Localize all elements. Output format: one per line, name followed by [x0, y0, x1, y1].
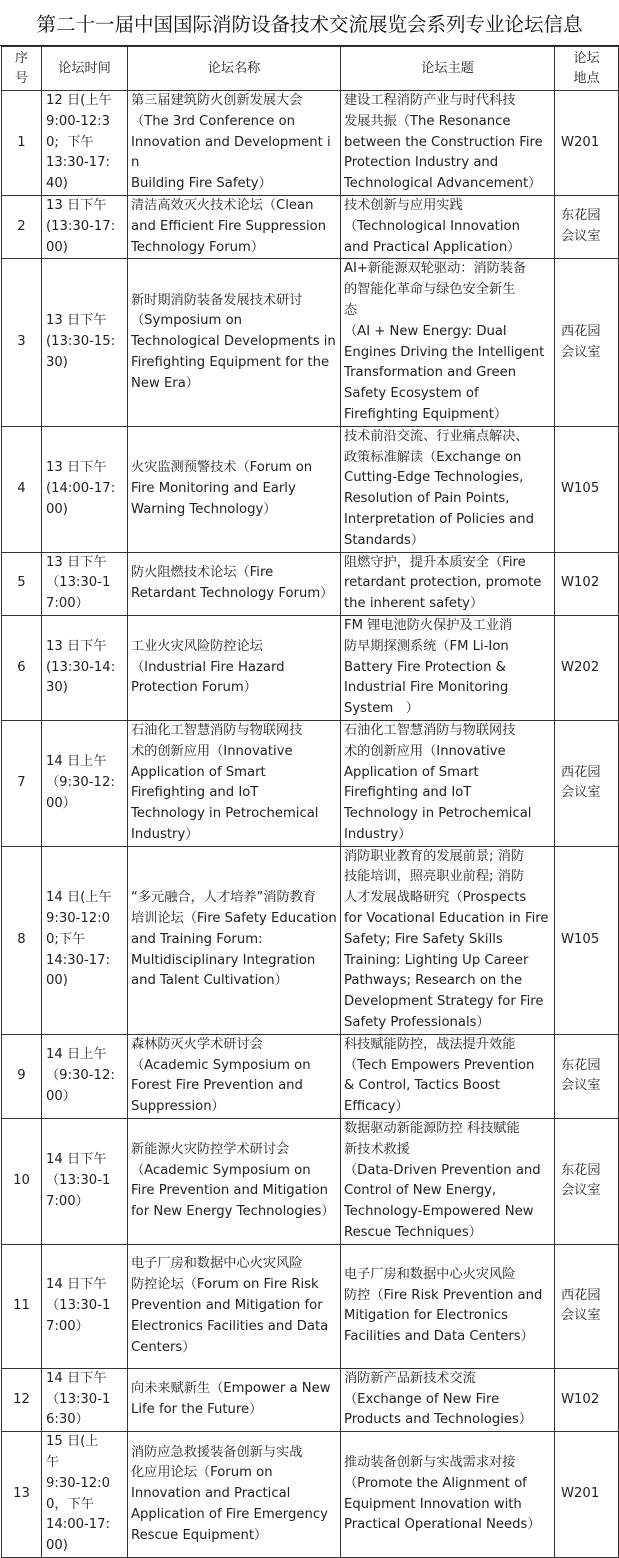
- table-header-row: [2, 47, 619, 91]
- cell-time-text: 14 日下午 （13:30-1 7:00）: [46, 1277, 111, 1334]
- cell-no: [2, 846, 42, 1034]
- cell-location: [555, 846, 619, 1034]
- cell-forum-name: [128, 259, 341, 426]
- table-row: [2, 91, 619, 196]
- cell-forum-theme-text: 石油化工智慧消防与物联网技 术的创新应用（Innovative Application of Smart Firefighting and IoT Technology in Petrochemical Industry）: [344, 722, 532, 842]
- cell-time-text: 14 日上午 （9:30-12: 00）: [46, 1047, 115, 1104]
- cell-time-text: 15 日(上 午 9:30-12:0 0，下午 14:00-17: 00): [46, 1434, 110, 1554]
- cell-location: [555, 1432, 619, 1558]
- cell-time: [42, 552, 128, 615]
- cell-location-text: W201: [561, 1486, 600, 1502]
- cell-no-text: 12: [13, 1391, 30, 1407]
- cell-no: [2, 615, 42, 720]
- cell-location-text: 西花园 会议室: [561, 323, 601, 360]
- cell-no: [2, 426, 42, 552]
- cell-forum-name: [128, 1368, 341, 1431]
- cell-location: [555, 720, 619, 846]
- cell-location-text: 西花园 会议室: [561, 1287, 601, 1324]
- cell-location: [555, 1368, 619, 1431]
- table-row: [2, 195, 619, 258]
- cell-no: [2, 1034, 42, 1118]
- cell-forum-theme-text: 推动装备创新与实战需求对接 （Promote the Alignment of Equipment Innovation with Practical Operational Needs）: [344, 1455, 541, 1533]
- cell-time: [42, 1244, 128, 1368]
- cell-forum-theme: [341, 1432, 555, 1558]
- header-no: 序 号: [2, 47, 42, 91]
- cell-forum-name-text: 火灾监测预警技术（Forum on Fire Monitoring and Early Warning Technology）: [131, 459, 313, 517]
- cell-no-text: 8: [17, 931, 26, 947]
- cell-time-text: 14 日上午 （9:30-12: 00）: [46, 754, 115, 811]
- cell-time-text: 14 日(上午 9:30-12:0 0;下午 14:30-17: 00): [46, 890, 112, 989]
- table-row: [2, 615, 619, 720]
- cell-forum-name-text: 工业火灾风险防控论坛 （Industrial Fire Hazard Protection Forum）: [131, 638, 285, 696]
- cell-forum-theme: [341, 552, 555, 615]
- page-title: 第二十一届中国国际消防设备技术交流展览会系列专业论坛信息: [0, 0, 619, 46]
- cell-no-text: 7: [17, 774, 26, 790]
- cell-forum-theme-text: 数据驱动新能源防控 科技赋能 新技术救援 （Data-Driven Prevention and Control of New Energy, Technology-Empowered New Rescue Techniques）: [344, 1121, 541, 1241]
- cell-no-text: 1: [17, 134, 26, 150]
- cell-no: [2, 259, 42, 426]
- header-theme: 论坛主题: [341, 47, 555, 91]
- cell-no-text: 13: [13, 1486, 30, 1502]
- cell-location: [555, 91, 619, 196]
- cell-time: [42, 259, 128, 426]
- cell-forum-theme: [341, 91, 555, 196]
- cell-forum-name: [128, 1432, 341, 1558]
- cell-time: [42, 195, 128, 258]
- cell-no-text: 11: [13, 1297, 30, 1313]
- cell-location: [555, 259, 619, 426]
- cell-forum-name-text: 防火阻燃技术论坛（Fire Retardant Technology Forum）: [131, 564, 334, 601]
- cell-time-text: 14 日下午 （13:30-1 6:30）: [46, 1370, 111, 1428]
- cell-time: [42, 1119, 128, 1245]
- cell-location: [555, 195, 619, 258]
- cell-forum-theme-text: 电子厂房和数据中心火灾风险 防控（Fire Risk Prevention and Mitigation for Electronics Facilities and Data Centers）: [344, 1266, 543, 1345]
- cell-location: [555, 1119, 619, 1245]
- cell-forum-name-text: 消防应急救援装备创新与实战 化应用论坛（Forum on Innovation and Practical Application of Fire Emergency Rescue Equipment）: [131, 1444, 328, 1543]
- cell-forum-theme: [341, 426, 555, 552]
- table-row: [2, 1034, 619, 1118]
- cell-location-text: W105: [561, 931, 600, 947]
- cell-forum-theme: [341, 846, 555, 1034]
- cell-no-text: 3: [17, 334, 26, 350]
- cell-location-text: 西花园 会议室: [561, 764, 601, 801]
- table-row: [2, 552, 619, 615]
- cell-time: [42, 615, 128, 720]
- cell-time-text: 13 日下午 （13:30-1 7:00）: [46, 554, 111, 612]
- table-row: [2, 846, 619, 1034]
- cell-forum-theme-text: 建设工程消防产业与时代科技 发展共振（The Resonance between the Construction Fire Protection Industry and Technological Advancement）: [344, 93, 543, 192]
- cell-forum-name: [128, 1244, 341, 1368]
- header-time: 论坛时间: [42, 47, 128, 91]
- cell-no-text: 6: [17, 659, 26, 675]
- cell-forum-theme: [341, 1244, 555, 1368]
- table-row: [2, 1432, 619, 1558]
- cell-forum-theme: [341, 1119, 555, 1245]
- cell-location: [555, 426, 619, 552]
- cell-forum-name-text: “多元融合，人才培养”消防教育 培训论坛（Fire Safety Education and Training Forum: Multidisciplinary Integration and Talent Cultivation）: [131, 890, 337, 989]
- cell-forum-name-text: 第三届建筑防火创新发展大会 （The 3rd Conference on Innovation and Development in Building Fire Safety）: [131, 93, 331, 192]
- cell-forum-name: [128, 1119, 341, 1245]
- table-row: [2, 1119, 619, 1245]
- cell-time: [42, 1432, 128, 1558]
- header-location: 论坛 地点: [555, 47, 619, 91]
- cell-time: [42, 720, 128, 846]
- cell-location: [555, 1244, 619, 1368]
- cell-time-text: 13 日下午 (13:30-15: 30): [46, 313, 116, 370]
- cell-forum-theme-text: 科技赋能防控，战法提升效能 （Tech Empowers Prevention & Control, Tactics Boost Efficacy）: [344, 1036, 535, 1115]
- cell-location: [555, 552, 619, 615]
- cell-location-text: W102: [561, 1391, 600, 1407]
- cell-no-text: 10: [13, 1173, 30, 1189]
- cell-time: [42, 1034, 128, 1118]
- cell-forum-theme: [341, 1368, 555, 1431]
- cell-forum-theme: [341, 615, 555, 720]
- cell-time: [42, 846, 128, 1034]
- cell-time: [42, 1368, 128, 1431]
- cell-forum-theme-text: AI+新能源双轮驱动：消防装备 的智能化革命与绿色安全新生 态 （AI + New Energy: Dual Engines Driving the Intelligent Transformation and Green Safety Ecosystem of Firefighting Equipment）: [344, 261, 545, 422]
- cell-no: [2, 1432, 42, 1558]
- table-row: [2, 720, 619, 846]
- cell-no: [2, 1368, 42, 1431]
- cell-forum-name: [128, 1034, 341, 1118]
- cell-location: [555, 615, 619, 720]
- cell-forum-theme-text: FM 锂电池防火保护及工业消 防早期探测系统（FM Li-Ion Battery Fire Protection & Industrial Fire Monitoring System ）: [344, 617, 513, 717]
- cell-location-text: W102: [561, 575, 600, 591]
- cell-forum-theme: [341, 720, 555, 846]
- cell-forum-name: [128, 426, 341, 552]
- table-row: [2, 1368, 619, 1431]
- cell-forum-theme-text: 技术创新与应用实践 （Technological Innovation and Practical Application）: [344, 197, 521, 255]
- cell-forum-theme: [341, 195, 555, 258]
- cell-forum-theme-text: 技术前沿交流、行业痛点解决、 政策标准解读（Exchange on Cutting-Edge Technologies, Resolution of Pain Points, Interpretation of Policies and Standards）: [344, 428, 534, 548]
- forum-table: [1, 46, 619, 1558]
- cell-no: [2, 195, 42, 258]
- cell-no: [2, 720, 42, 846]
- cell-forum-theme-text: 阻燃守护，提升本质安全（Fire retardant protection, promote the inherent safety）: [344, 554, 542, 612]
- cell-forum-name: [128, 195, 341, 258]
- table-row: [2, 1244, 619, 1368]
- cell-forum-name: [128, 552, 341, 615]
- cell-forum-name: [128, 720, 341, 846]
- cell-no-text: 4: [17, 480, 26, 496]
- cell-time-text: 14 日下午 （13:30-1 7:00）: [46, 1152, 111, 1209]
- cell-no: [2, 1119, 42, 1245]
- cell-time-text: 13 日下午 (13:30-14: 30): [46, 638, 116, 696]
- cell-forum-theme-text: 消防职业教育的发展前景; 消防 技能培训，照亮职业前程; 消防 人才发展战略研究（Prospects for Vocational Education in Fire Safety; Fire Safety Skills Training: Lighting Up Career Pathways; Research on the Development Strategy for Fire Safety Professionals）: [344, 848, 549, 1031]
- cell-location: [555, 1034, 619, 1118]
- cell-no: [2, 91, 42, 196]
- cell-forum-name: [128, 91, 341, 196]
- cell-location-text: W202: [561, 659, 600, 675]
- cell-no: [2, 552, 42, 615]
- cell-forum-theme-text: 消防新产品新技术交流 （Exchange of New Fire Products and Technologies）: [344, 1370, 533, 1428]
- cell-location-text: 东花园 会议室: [561, 1057, 601, 1094]
- cell-time-text: 13 日下午 (13:30-17: 00): [46, 197, 116, 255]
- header-name: 论坛名称: [128, 47, 341, 91]
- cell-forum-name: [128, 846, 341, 1034]
- cell-time-text: 13 日下午 (14:00-17: 00): [46, 459, 116, 517]
- cell-no: [2, 1244, 42, 1368]
- cell-location-text: 东花园 会议室: [561, 208, 601, 245]
- cell-forum-name-text: 石油化工智慧消防与物联网技 术的创新应用（Innovative Application of Smart Firefighting and IoT Technology in Petrochemical Industry）: [131, 722, 319, 842]
- cell-forum-name-text: 清洁高效灭火技术论坛（Clean and Efficient Fire Suppression Technology Forum）: [131, 197, 327, 255]
- table-row: [2, 426, 619, 552]
- cell-no-text: 9: [17, 1068, 26, 1084]
- table-row: [2, 259, 619, 426]
- table-body: [2, 91, 619, 1558]
- cell-forum-name-text: 电子厂房和数据中心火灾风险 防控论坛（Forum on Fire Risk Prevention and Mitigation for Electronics Facilities and Data Centers）: [131, 1256, 329, 1355]
- cell-location-text: W201: [561, 134, 600, 150]
- cell-location-text: W105: [561, 480, 600, 496]
- cell-no-text: 5: [17, 575, 26, 591]
- cell-forum-name-text: 新时期消防装备发展技术研讨 （Symposium on Technological Developments in Firefighting Equipment for the New Era）: [131, 292, 336, 391]
- cell-forum-name-text: 新能源火灾防控学术研讨会 （Academic Symposium on Fire Prevention and Mitigation for New Energy Technologies）: [131, 1141, 335, 1220]
- cell-time-text: 12 日(上午 9:00-12:3 0; 下午 13:30-17: 40): [46, 93, 112, 192]
- cell-no-text: 2: [17, 218, 26, 234]
- cell-time: [42, 91, 128, 196]
- cell-forum-theme: [341, 259, 555, 426]
- cell-time: [42, 426, 128, 552]
- cell-forum-theme: [341, 1034, 555, 1118]
- cell-forum-name-text: 森林防灭火学术研讨会 （Academic Symposium on Forest Fire Prevention and Suppression）: [131, 1036, 311, 1115]
- cell-forum-name: [128, 615, 341, 720]
- cell-location-text: 东花园 会议室: [561, 1162, 601, 1199]
- cell-forum-name-text: 向未来赋新生（Empower a New Life for the Future）: [131, 1381, 331, 1418]
